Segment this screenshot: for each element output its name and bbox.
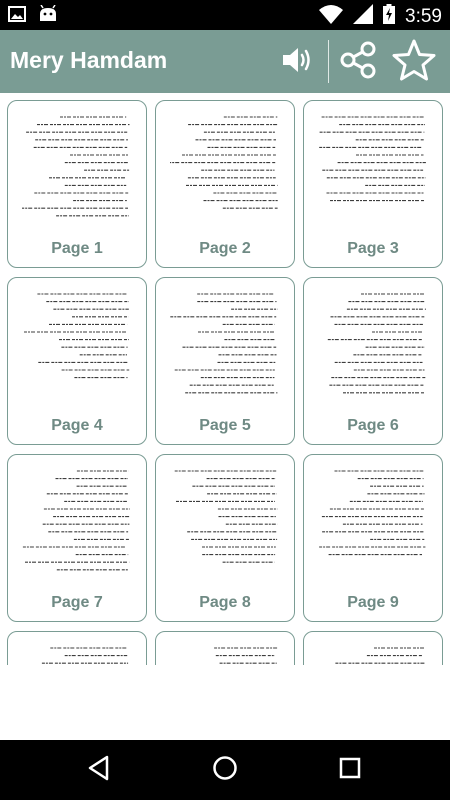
page-card[interactable] [303,277,443,445]
page-thumbnail [22,467,134,579]
page-card[interactable] [155,454,295,622]
image-icon [8,6,26,27]
page-label: Page 2 [199,240,251,257]
page-thumbnail [170,644,282,665]
page-thumbnail [318,290,430,402]
page-thumbnail [318,467,430,579]
share-icon [339,41,377,84]
page-thumbnail [170,467,282,579]
page-label: Page 3 [347,240,399,257]
page-card[interactable] [7,631,147,665]
share-button[interactable] [336,40,380,84]
page-card[interactable] [155,277,295,445]
volume-icon [281,45,315,80]
android-icon [38,5,58,28]
back-icon [87,755,111,786]
page-grid [0,93,450,665]
page-thumbnail [22,290,134,402]
page-label: Page 6 [347,417,399,434]
home-button[interactable] [203,750,247,790]
battery-charging-icon [383,4,395,29]
app-bar-divider [328,40,329,83]
star-icon [392,39,436,86]
recents-icon [339,757,361,784]
page-card[interactable] [7,100,147,268]
status-bar [0,0,450,30]
app-bar [0,30,450,93]
page-thumbnail [170,290,282,402]
page-thumbnail [318,644,430,665]
app-title: Mery Hamdam [10,47,168,73]
page-card[interactable] [303,454,443,622]
page-label: Page 9 [347,594,399,611]
signal-icon [353,4,373,29]
status-time: 3:59 [405,5,442,27]
favorite-button[interactable] [392,40,436,84]
page-thumbnail [22,644,134,665]
page-thumbnail [318,113,430,225]
page-label: Page 1 [51,240,103,257]
page-thumbnail [22,113,134,225]
page-label: Page 7 [51,594,103,611]
page-label: Page 4 [51,417,103,434]
page-card[interactable] [155,100,295,268]
page-card[interactable] [303,100,443,268]
page-card[interactable] [155,631,295,665]
page-card[interactable] [303,631,443,665]
page-card[interactable] [7,277,147,445]
home-icon [212,755,238,786]
page-label: Page 8 [199,594,251,611]
recents-button[interactable] [328,750,372,790]
page-label: Page 5 [199,417,251,434]
volume-button[interactable] [276,40,320,84]
wifi-icon [319,4,343,29]
page-card[interactable] [7,454,147,622]
page-thumbnail [170,113,282,225]
back-button[interactable] [77,750,121,790]
navigation-bar [0,740,450,800]
